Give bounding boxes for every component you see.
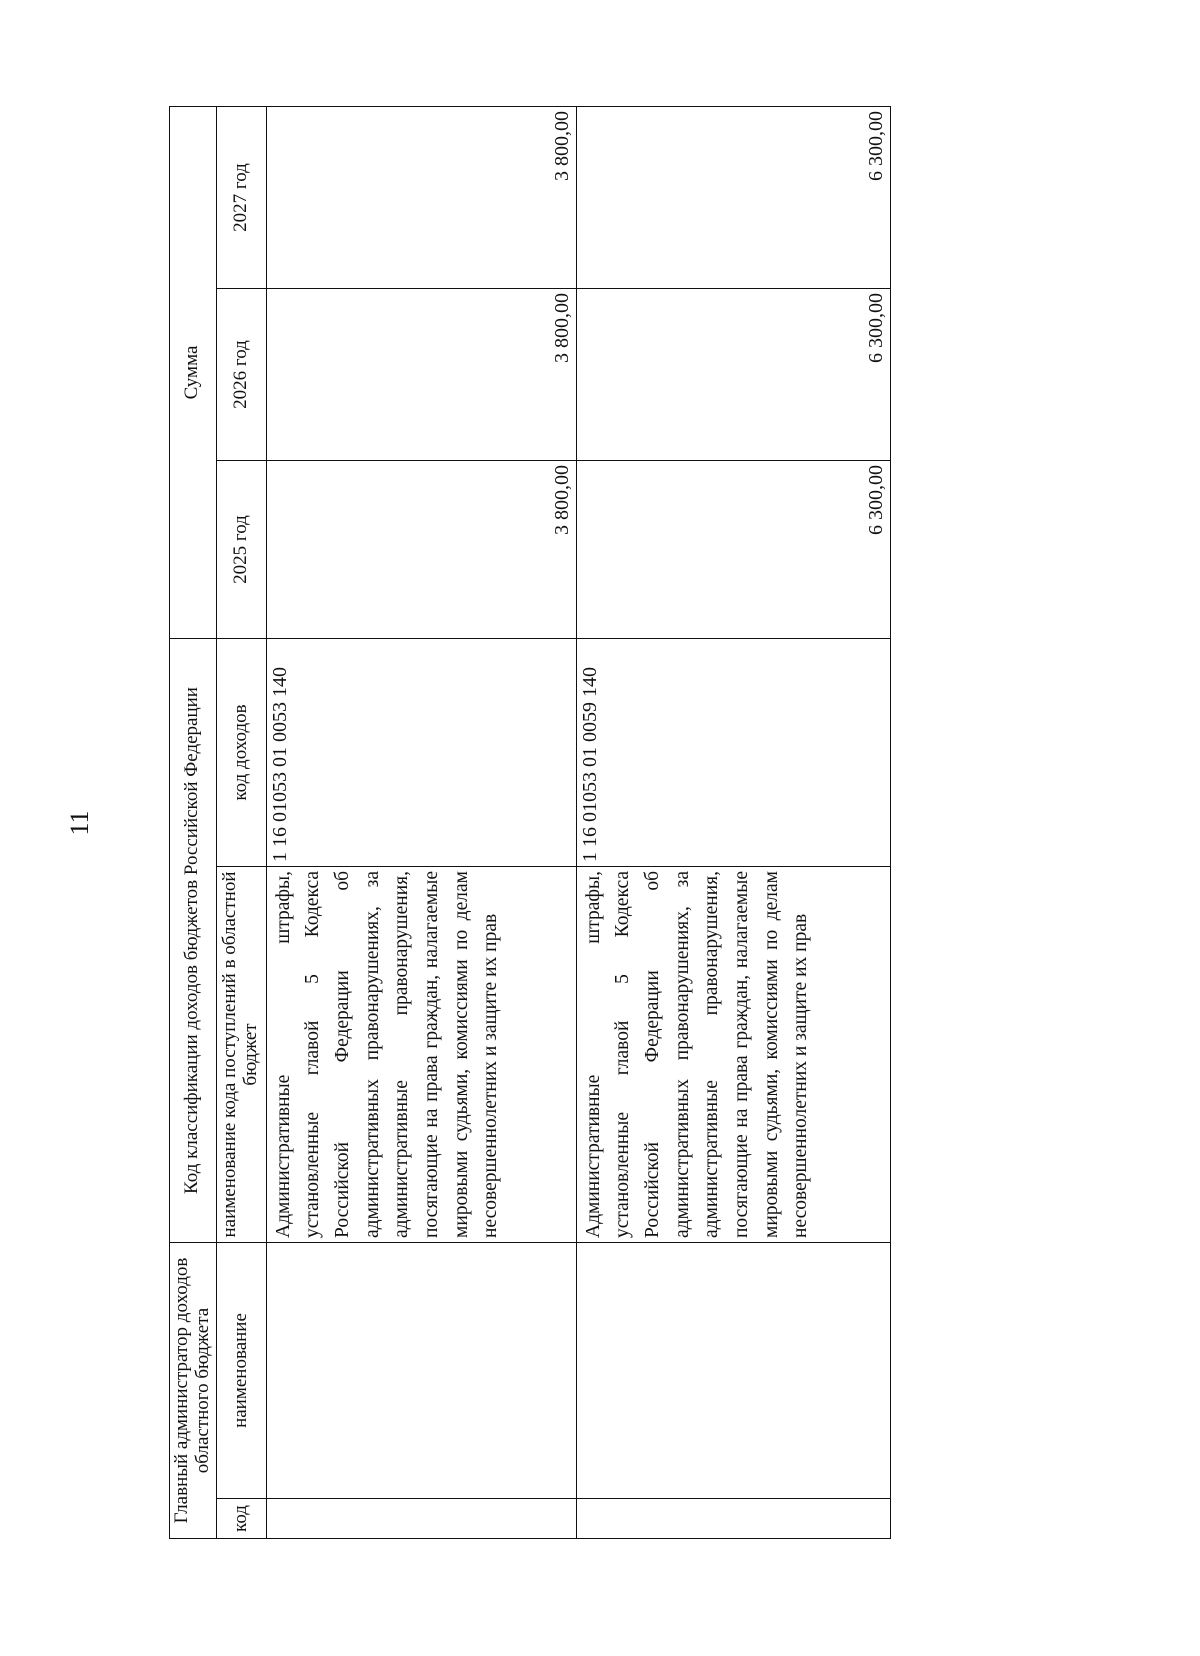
header-income-name: наименование кода поступлений в областной бюджет [216, 867, 266, 1243]
row1-admin-code [266, 1499, 576, 1539]
row1-income-code: 1 16 01053 01 0053 140 [266, 639, 576, 867]
header-classification-group: Код классификации доходов бюджетов Российской Федерации [170, 639, 217, 1243]
row2-sum-2027: 6 300,00 [576, 107, 890, 289]
row2-income-name: Административные штрафы, установленные главой 5 Кодекса Российской Федерации об административных правонарушениях, за административные правонарушения, посягающие на права граждан, налагаемые мировыми судьями, комиссиями по делам несовершеннолетних и защите их прав [576, 867, 890, 1243]
header-income-code: код доходов [216, 639, 266, 867]
header-admin-code: код [216, 1499, 266, 1539]
row1-income-name: Административные штрафы, установленные главой 5 Кодекса Российской Федерации об административных правонарушениях, за административные правонарушения, посягающие на права граждан, налагаемые мировыми судьями, комиссиями по делам несовершеннолетних и защите их прав [266, 867, 576, 1243]
row1-admin-name [266, 1243, 576, 1499]
row1-sum-2026: 3 800,00 [266, 289, 576, 461]
header-admin-name: наименование [216, 1243, 266, 1499]
row2-sum-2026: 6 300,00 [576, 289, 890, 461]
page-number: 11 [65, 810, 94, 836]
row2-admin-name [576, 1243, 890, 1499]
row2-income-code: 1 16 01053 01 0059 140 [576, 639, 890, 867]
header-year-2026: 2026 год [216, 289, 266, 461]
row2-admin-code [576, 1499, 890, 1539]
table-row [266, 107, 576, 1539]
header-year-2025: 2025 год [216, 461, 266, 639]
header-year-2027: 2027 год [216, 107, 266, 289]
row2-sum-2025: 6 300,00 [576, 461, 890, 639]
header-sum-group: Сумма [170, 107, 217, 639]
row1-sum-2027: 3 800,00 [266, 107, 576, 289]
row1-sum-2025: 3 800,00 [266, 461, 576, 639]
header-admin-group: Главный администратор доходов областного бюджета [170, 1243, 217, 1539]
income-classification-table [169, 106, 891, 1539]
table-row [576, 107, 890, 1539]
rotated-table-wrapper [169, 107, 889, 1539]
